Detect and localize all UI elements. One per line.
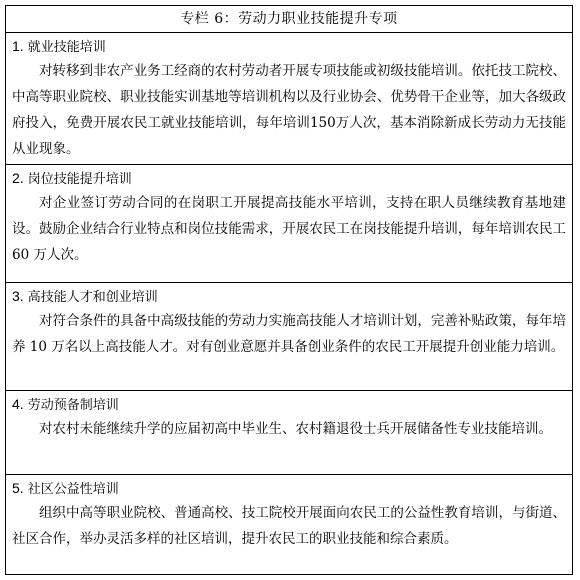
column-box <box>5 5 573 575</box>
section-labor-preparation <box>6 391 572 475</box>
section-heading <box>12 37 566 57</box>
section-heading-text: 社区公益性培训 <box>27 482 119 497</box>
section-heading <box>12 287 566 307</box>
section-body: 对转移到非农产业务工经商的农村劳动者开展专项技能或初级技能培训。依托技工院校、中高等职业院校、职业技能实训基地等培训机构以及行业协会、优势骨干企业等，加大各级政府投入，免费开展农民工就业技能培训，每年培训150万人次，基本消除新成长劳动力无技能从业现象。 <box>12 63 566 157</box>
section-number: 1. <box>12 38 24 54</box>
section-number: 2. <box>12 170 24 186</box>
section-community-training <box>6 475 572 575</box>
column-title: 专栏 6：劳动力职业技能提升专项 <box>6 6 572 33</box>
section-high-skill-entrepreneurship <box>6 283 572 391</box>
section-heading-text: 就业技能培训 <box>27 40 106 55</box>
section-heading <box>12 169 566 189</box>
section-number: 5. <box>12 480 24 496</box>
section-heading <box>12 479 566 499</box>
section-body: 组织中高等职业院校、普通高校、技工院校开展面向农民工的公益性教育培训，与街道、社区合作，举办灵活多样的社区培训，提升农民工的职业技能和综合素质。 <box>12 505 566 547</box>
section-heading-text: 岗位技能提升培训 <box>27 172 132 187</box>
section-job-skill-upgrade <box>6 165 572 283</box>
section-body: 对符合条件的具备中高级技能的劳动力实施高技能人才培训计划，完善补贴政策，每年培养 10 万名以上高技能人才。对有创业意愿并具备创业条件的农民工开展提升创业能力培训。 <box>12 313 566 355</box>
section-heading-text: 高技能人才和创业培训 <box>27 290 158 305</box>
section-number: 3. <box>12 288 24 304</box>
section-body: 对企业签订劳动合同的在岗职工开展提高技能水平培训，支持在职人员继续教育基地建设。鼓励企业结合行业特点和岗位技能需求，开展农民工在岗技能提升培训，每年培训农民工 60 万人次。 <box>12 195 566 263</box>
section-heading-text: 劳动预备制培训 <box>27 398 119 413</box>
section-body: 对农村未能继续升学的应届初高中毕业生、农村籍退役士兵开展储备性专业技能培训。 <box>39 421 552 437</box>
section-employment-skills <box>6 33 572 165</box>
section-heading <box>12 395 566 415</box>
section-number: 4. <box>12 396 24 412</box>
